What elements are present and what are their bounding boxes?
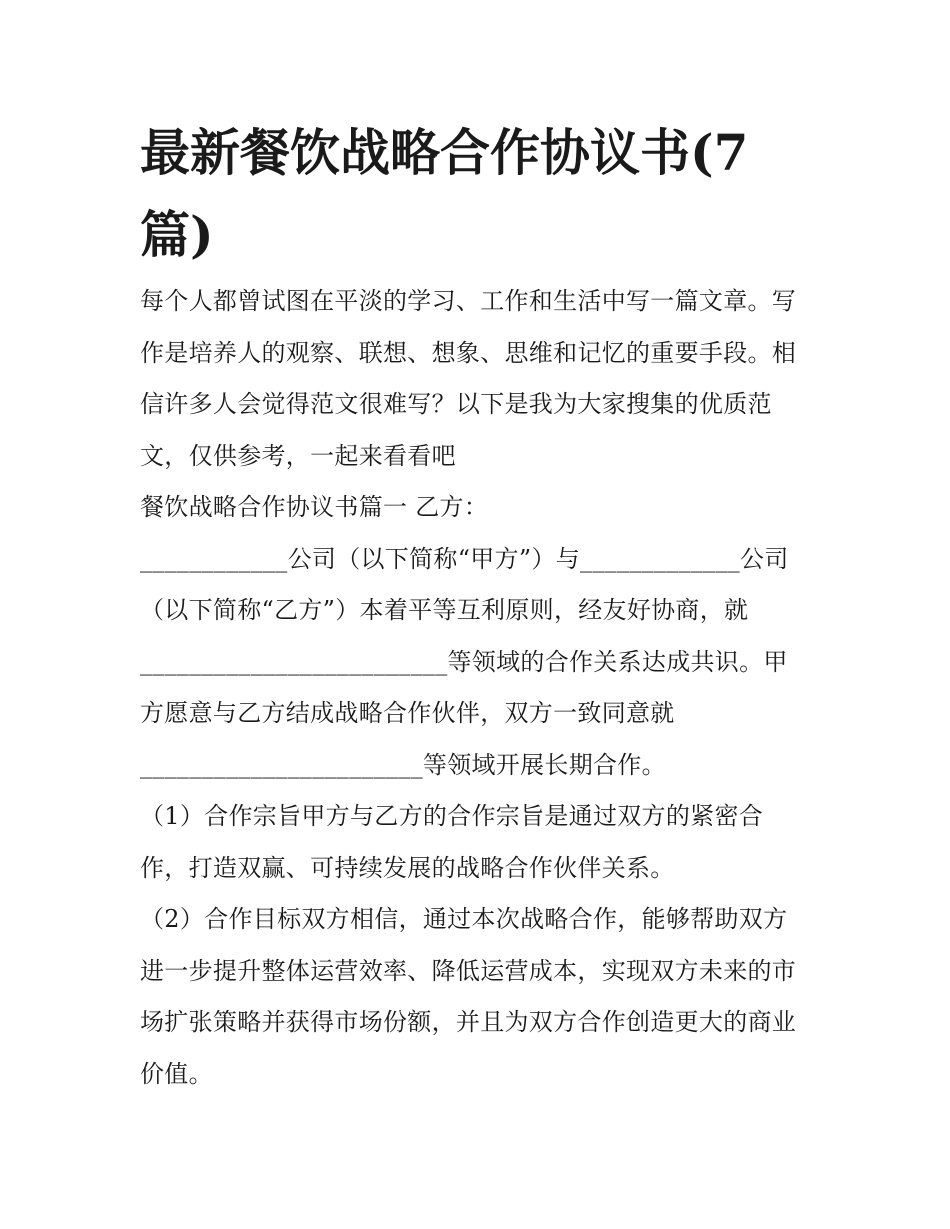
body-line: 价值。 [140,1059,213,1088]
document-body [140,279,830,1103]
title-line: 最新餐饮战略合作协议书(7 [140,123,749,182]
title-line: 篇) [140,205,214,264]
document-title [140,112,820,276]
body-line: _______________________等领域开展长期合作。 [140,750,666,779]
body-line: （2）合作目标双方相信，通过本次战略合作，能够帮助双方 [140,905,788,933]
body-line: ____________公司（以下简称“甲方”）与_____________公司 [140,544,789,573]
body-line: 进一步提升整体运营效率、降低运营成本，实现双方未来的市 [140,956,797,985]
body-line: 作是培养人的观察、联想、想象、思维和记忆的重要手段。相 [140,338,797,367]
body-line: （1）合作宗旨甲方与乙方的合作宗旨是通过双方的紧密合 [140,802,764,830]
body-line: 每个人都曾试图在平淡的学习、工作和生活中写一篇文章。写 [140,287,797,315]
body-line: 文，仅供参考，一起来看看吧 [140,441,456,470]
body-line: _________________________等领域的合作关系达成共识。甲 [140,647,788,676]
section-heading: 餐饮战略合作协议书篇一 乙方： [140,493,489,521]
body-line: 方愿意与乙方结成战略合作伙伴，双方一致同意就 [140,699,675,727]
body-line: 作，打造双赢、可持续发展的战略合作伙伴关系。 [140,853,675,882]
body-line: 场扩张策略并获得市场份额，并且为双方合作创造更大的商业 [140,1008,797,1036]
body-line: （以下简称“乙方”）本着平等互利原则，经友好协商，就 [140,596,749,624]
body-line: 信许多人会觉得范文很难写？以下是我为大家搜集的优质范 [140,390,772,418]
